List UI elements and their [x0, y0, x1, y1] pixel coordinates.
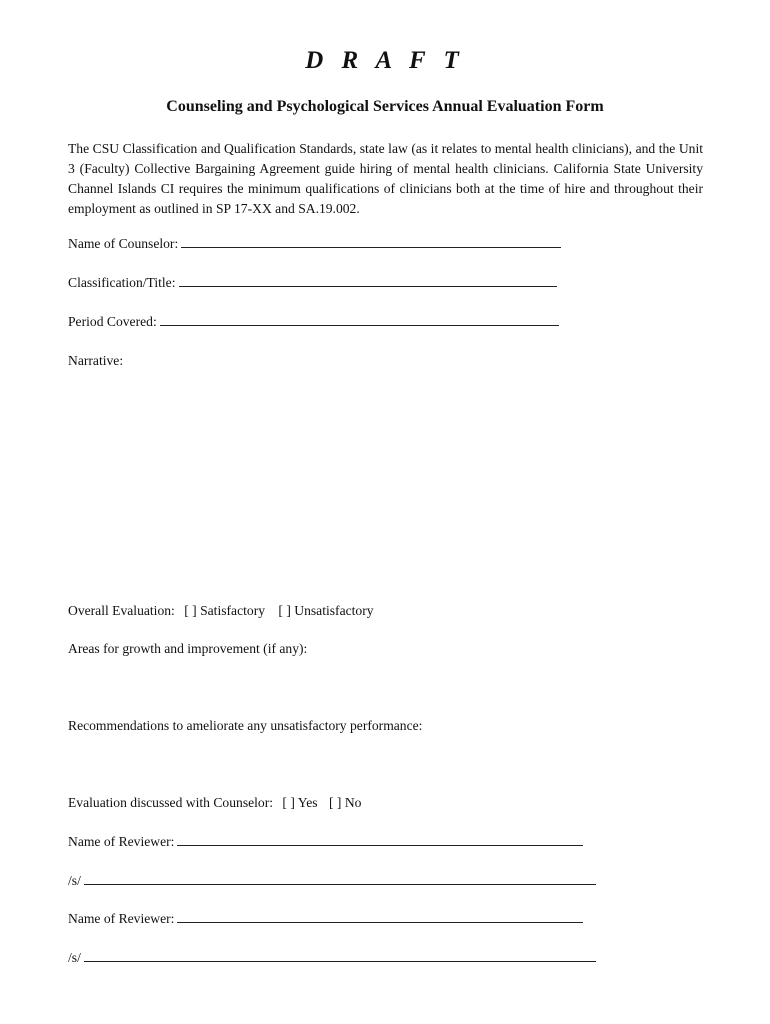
draft-heading: D R A F T	[305, 47, 465, 74]
reviewer-2-signature-field[interactable]	[84, 960, 596, 962]
areas-label: Areas for growth and improvement (if any):	[68, 641, 308, 656]
overall-evaluation-row	[68, 603, 374, 619]
intro-paragraph: The CSU Classification and Qualification Standards, state law (as it relates to mental health clinicians), and the Unit 3 (Faculty) Collective Bargaining Agreement guide hiring of mental health clinicians. California State University Channel Islands CI requires the minimum qualifications of clinicians both at the time of hire and throughout their employment as outlined in SP 17-XX and SA.19.002.	[68, 141, 703, 216]
unsatisfactory-checkbox[interactable]: [ ] Unsatisfactory	[278, 603, 374, 618]
narrative-label: Narrative:	[68, 353, 124, 368]
reviewer-2-name-label: Name of Reviewer:	[68, 911, 175, 926]
counselor-name-field[interactable]	[181, 246, 561, 248]
classification-field[interactable]	[179, 285, 557, 287]
overall-evaluation-label: Overall Evaluation:	[68, 603, 175, 618]
period-label: Period Covered:	[68, 314, 157, 329]
discussed-no-checkbox[interactable]: [ ] No	[328, 795, 362, 810]
counselor-name-label: Name of Counselor:	[68, 236, 179, 251]
classification-label: Classification/Title:	[68, 275, 176, 290]
period-row	[68, 314, 559, 330]
discussed-label: Evaluation discussed with Counselor:	[68, 795, 274, 810]
reviewer-1-name-field[interactable]	[177, 844, 583, 846]
reviewer-2-name-field[interactable]	[177, 921, 583, 923]
discussed-row	[68, 795, 361, 811]
reviewer-2-name-row	[68, 911, 583, 927]
reviewer-2-signature-label: /s/	[68, 950, 81, 965]
reviewer-1-signature-row	[68, 873, 596, 889]
reviewer-2-signature-row	[68, 950, 596, 966]
reviewer-1-name-row	[68, 834, 583, 850]
discussed-yes-checkbox[interactable]: [ ] Yes	[282, 795, 318, 810]
period-field[interactable]	[160, 324, 559, 326]
reviewer-1-name-label: Name of Reviewer:	[68, 834, 175, 849]
reviewer-1-signature-label: /s/	[68, 873, 81, 888]
counselor-name-row	[68, 236, 561, 252]
reviewer-1-signature-field[interactable]	[84, 883, 596, 885]
classification-row	[68, 275, 557, 291]
satisfactory-checkbox[interactable]: [ ] Satisfactory	[184, 603, 266, 618]
form-title: Counseling and Psychological Services Annual Evaluation Form	[166, 98, 604, 115]
recommendations-label: Recommendations to ameliorate any unsatisfactory performance:	[68, 718, 423, 733]
